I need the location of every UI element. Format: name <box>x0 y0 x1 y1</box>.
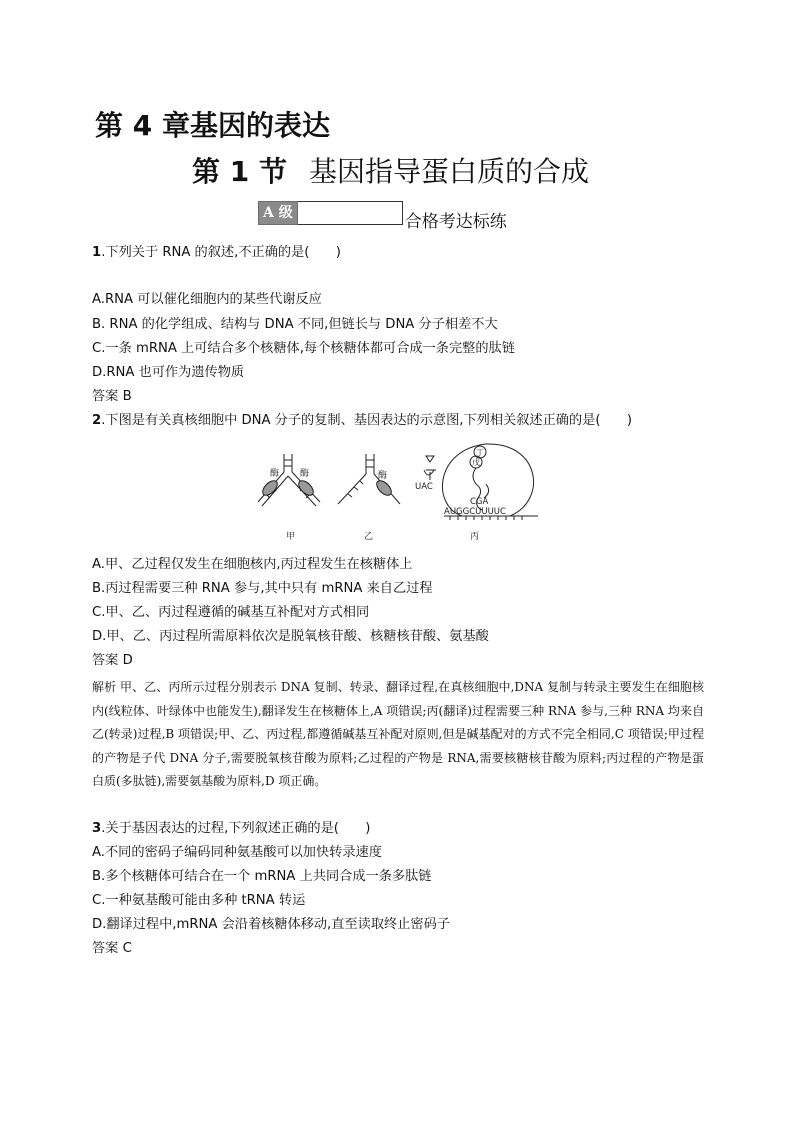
q2-option-a: A.甲、乙过程仅发生在细胞核内,丙过程发生在核糖体上 <box>92 557 413 572</box>
q3-stem <box>92 820 370 838</box>
chapter-title: 第 4 章基因的表达 <box>95 109 330 142</box>
enzyme-label-jia-right: 酶 <box>300 469 310 479</box>
q3-option-a: A.不同的密码子编码同种氨基酸可以加快转录速度 <box>92 845 382 860</box>
q1-option-d: D.RNA 也可作为遗传物质 <box>92 365 245 380</box>
protein-label: 戊 <box>472 458 480 467</box>
q2-explanation <box>92 676 704 794</box>
enzyme-label-jia-left: 酶 <box>270 469 280 479</box>
q1-option-b: B. RNA 的化学组成、结构与 DNA 不同,但链长与 DNA 分子相差不大 <box>92 317 498 332</box>
codon-label: CGA <box>470 497 489 507</box>
trna-label: 丁 <box>476 448 484 457</box>
explanation-label: 解析 <box>92 680 117 694</box>
q1-answer: 答案 B <box>92 389 132 404</box>
section-heading <box>192 150 589 190</box>
figure-yi-transcription <box>338 454 400 504</box>
level-badge: A 级 <box>258 201 298 225</box>
q1-stem <box>92 244 341 262</box>
section-title: 基因指导蛋白质的合成 <box>308 155 589 188</box>
q1-number: 1 <box>92 245 102 260</box>
q2-number: 2 <box>92 413 102 428</box>
q3-stem-text: .关于基因表达的过程,下列叙述正确的是( ) <box>101 821 371 836</box>
q2-option-b: B.丙过程需要三种 RNA 参与,其中只有 mRNA 来自乙过程 <box>92 581 433 596</box>
mrna-sequence: AUGGCUUUUC <box>444 507 506 517</box>
q3-number: 3 <box>92 821 102 836</box>
level-blank-box <box>298 201 403 225</box>
q3-option-b: B.多个核糖体可结合在一个 mRNA 上共同合成一条多肽链 <box>92 869 432 884</box>
level-text: 合格考达标练 <box>404 211 507 232</box>
q2-answer: 答案 D <box>92 653 133 668</box>
level-bar <box>258 200 507 232</box>
q3-answer: 答案 C <box>92 941 132 956</box>
q2-option-d: D.甲、乙、丙过程所需原料依次是脱氧核苷酸、核糖核苷酸、氨基酸 <box>92 629 489 644</box>
q2-stem-text: .下图是有关真核细胞中 DNA 分子的复制、基因表达的示意图,下列相关叙述正确的是( ) <box>101 413 633 428</box>
explanation-text: 甲、乙、丙所示过程分别表示 DNA 复制、转录、翻译过程,在真核细胞中,DNA 复制与转录主要发生在细胞核内(线粒体、叶绿体中也能发生),翻译发生在核糖体上,A 项错误;丙(翻译)过程需要三种 RNA 参与,三种 RNA 均来自乙(转录)过程,B 项错误;甲、乙、丙过程,都遵循碱基互补配对原则,但是碱基配对的方式不完全相同,C 项错误;甲过程的产物是子代 DNA 分子,需要脱氧核苷酸为原料;乙过程的产物是 RNA,需要核糖核苷酸为原料;丙过程的产物是蛋白质(多肽链),需要氨基酸为原料,D 项正确。 <box>92 680 704 789</box>
caption-bing: 丙 <box>470 532 480 542</box>
anticodon-label: UAC <box>415 482 433 492</box>
q1-option-c: C.一条 mRNA 上可结合多个核糖体,每个核糖体都可合成一条完整的肽链 <box>92 341 515 356</box>
q2-option-c: C.甲、乙、丙过程遵循的碱基互补配对方式相同 <box>92 605 370 620</box>
section-label: 第 1 节 <box>192 155 287 188</box>
enzyme-label-yi: 酶 <box>378 471 388 481</box>
q1-stem-text: .下列关于 RNA 的叙述,不正确的是( ) <box>101 245 341 260</box>
q3-option-c: C.一种氨基酸可能由多种 tRNA 转运 <box>92 893 306 908</box>
figure-jia-replication <box>258 454 320 506</box>
dna-expression-figure <box>248 440 548 544</box>
caption-jia: 甲 <box>286 532 296 542</box>
q1-option-a: A.RNA 可以催化细胞内的某些代谢反应 <box>92 292 322 307</box>
q3-option-d: D.翻译过程中,mRNA 会沿着核糖体移动,直至读取终止密码子 <box>92 917 450 932</box>
q2-stem <box>92 412 632 430</box>
caption-yi: 乙 <box>364 532 374 542</box>
